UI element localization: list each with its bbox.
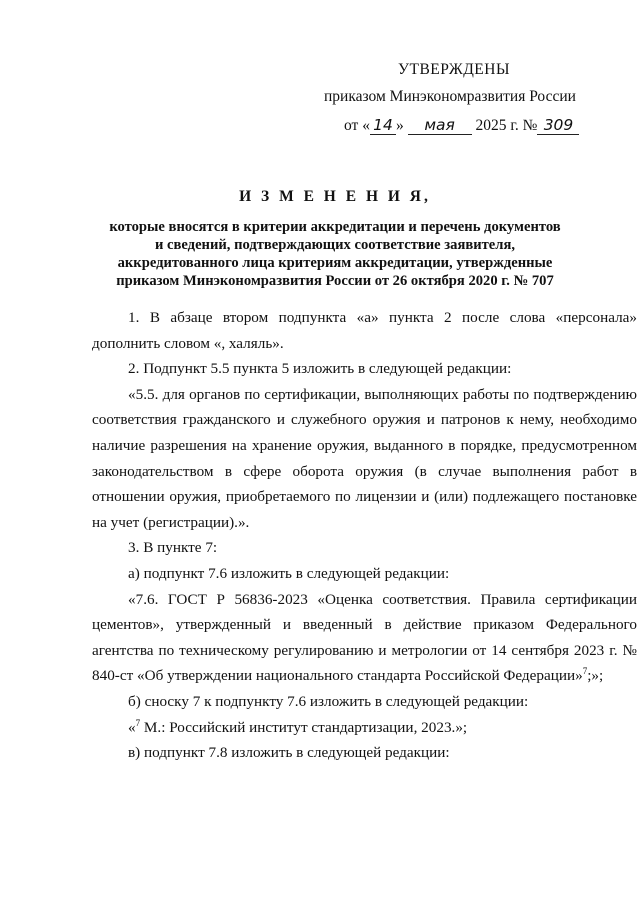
- document-heading: [70, 188, 600, 290]
- order-date-number: [344, 118, 579, 135]
- paragraph: 3. В пункте 7:: [128, 539, 218, 557]
- order-number: 309: [537, 118, 579, 135]
- document-body: [92, 305, 637, 766]
- paragraph: 2. Подпункт 5.5 пункта 5 изложить в следующей редакции:: [128, 360, 512, 378]
- order-month: мая: [408, 118, 472, 135]
- paragraph: «5.5. для органов по сертификации, выполняющих работы по подтверждению соответствия гражданского и служебного оружия и патронов к нему, необходимо наличие разрешения на хранение оружия, выданного в порядке, предусмотренном законодательством в сфере оборота оружия (в случае выполнения работ в отношении оружия, приобретаемого по лицензии и (или) подлежащего постановке на учет (регистрации).».: [92, 385, 637, 531]
- subtitle-line: приказом Минэкономразвития России от 26 октября 2020 г. № 707: [116, 273, 554, 289]
- paragraph-suffix: ;»;: [587, 667, 604, 685]
- paragraph-text: «7.6. ГОСТ Р 56836-2023 «Оценка соответствия. Правила сертификации цементов», утвержденный и введенный в действие приказом Федерального агентства по техническому регулированию и метрологии от 14 сентября 2023 г. № 840-ст «Об утверждении национального стандарта Российской Федерации»: [92, 590, 637, 685]
- document-subtitle: [70, 218, 600, 290]
- order-day: 14: [370, 118, 396, 135]
- document-title: И З М Е Н Е Н И Я,: [239, 188, 431, 205]
- subtitle-line: аккредитованного лица критериям аккредитации, утвержденные: [117, 255, 553, 271]
- order-year: 2025 г. №: [475, 117, 538, 134]
- paragraph: а) подпункт 7.6 изложить в следующей редакции:: [128, 564, 450, 582]
- paragraph: б) сноску 7 к подпункту 7.6 изложить в следующей редакции:: [128, 692, 529, 710]
- from-prefix: от «: [344, 117, 370, 134]
- approved-label: УТВЕРЖДЕНЫ: [398, 61, 510, 78]
- approved-by-order: приказом Минэкономразвития России: [324, 88, 576, 105]
- subtitle-line: которые вносятся в критерии аккредитации и перечень документов: [109, 219, 561, 235]
- paragraph: в) подпункт 7.8 изложить в следующей редакции:: [128, 744, 450, 762]
- subtitle-line: и сведений, подтверждающих соответствие заявителя,: [154, 237, 516, 253]
- paragraph: [92, 587, 637, 689]
- quote-close: »: [395, 117, 404, 134]
- footnote-ref: 7: [582, 666, 588, 677]
- paragraph: 1. В абзаце втором подпункта «а» пункта 2 после слова «персонала» дополнить словом «, халяль».: [92, 309, 637, 352]
- paragraph: [92, 715, 637, 741]
- footnote-text: М.: Российский институт стандартизации, 2023.»;: [143, 718, 468, 736]
- footnote-open: «: [128, 718, 136, 736]
- footnote-mark: 7: [135, 717, 141, 728]
